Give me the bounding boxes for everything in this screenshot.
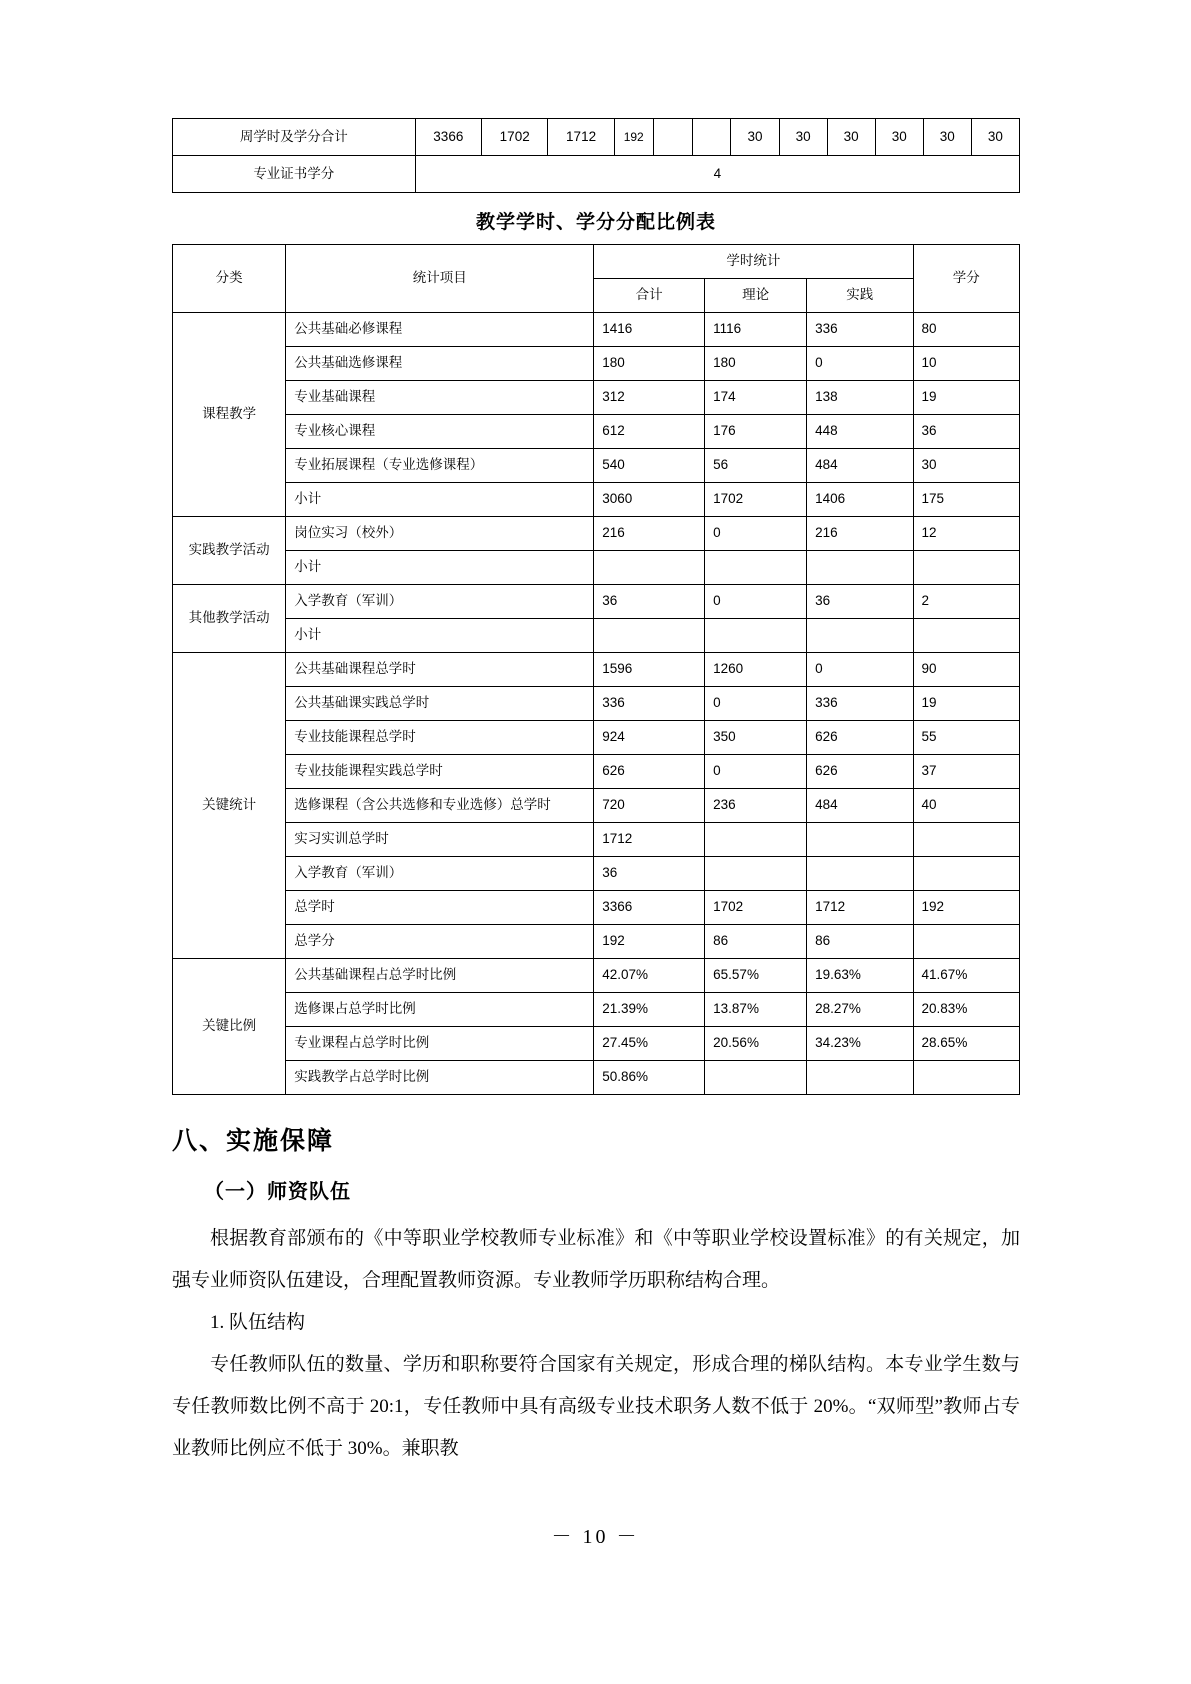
row-total: 1712 [594,823,705,857]
table-row [173,823,1020,857]
header-category: 分类 [173,245,286,313]
row-practice: 626 [807,721,913,755]
table-row [173,1027,1020,1061]
table-row [173,653,1020,687]
row-credits: 19 [913,687,1019,721]
row-credits: 28.65% [913,1027,1019,1061]
row-item: 公共基础必修课程 [286,313,594,347]
table-row [173,585,1020,619]
row-total [594,619,705,653]
row-label-certificate-credits: 专业证书学分 [173,156,416,193]
row-practice: 1406 [807,483,913,517]
cell-term-6: 30 [971,119,1019,156]
table-row [173,891,1020,925]
row-credits: 19 [913,381,1019,415]
weekly-hours-credits-table [172,118,1020,193]
header-item: 统计项目 [286,245,594,313]
cell-practice-hours: 1712 [548,119,614,156]
row-theory: 1702 [705,483,807,517]
cell-blank-2 [692,119,731,156]
row-item: 专业技能课程实践总学时 [286,755,594,789]
row-practice: 36 [807,585,913,619]
row-item: 实践教学占总学时比例 [286,1061,594,1095]
row-credits: 41.67% [913,959,1019,993]
row-theory [705,551,807,585]
paragraph-team-structure-heading: 1. 队伍结构 [210,1312,306,1333]
category-other-teaching: 其他教学活动 [173,585,286,653]
row-theory [705,823,807,857]
page-number: － 10 － [551,1526,640,1548]
row-theory: 65.57% [705,959,807,993]
header-theory: 理论 [705,279,807,313]
row-credits [913,551,1019,585]
table-row [173,687,1020,721]
cell-term-2: 30 [779,119,827,156]
page-content [172,118,1020,1470]
row-total: 216 [594,517,705,551]
row-total: 42.07% [594,959,705,993]
row-practice [807,823,913,857]
row-item: 入学教育（军训） [286,585,594,619]
row-item: 专业技能课程总学时 [286,721,594,755]
row-total: 540 [594,449,705,483]
row-theory [705,857,807,891]
row-theory: 20.56% [705,1027,807,1061]
table-row [173,789,1020,823]
row-credits: 55 [913,721,1019,755]
row-credits: 90 [913,653,1019,687]
table-row [173,156,1020,193]
cell-certificate-credits-value: 4 [415,156,1019,193]
row-item: 岗位实习（校外） [286,517,594,551]
row-theory: 56 [705,449,807,483]
row-credits: 80 [913,313,1019,347]
row-credits: 192 [913,891,1019,925]
row-item: 小计 [286,619,594,653]
row-label: 周学时及学分合计 [173,119,416,156]
paragraph-faculty-standards: 根据教育部颁布的《中等职业学校教师专业标准》和《中等职业学校设置标准》的有关规定，加强专业师资队伍建设，合理配置教师资源。专业教师学历职称结构合理。 [172,1228,1020,1291]
row-credits: 40 [913,789,1019,823]
category-practical-teaching: 实践教学活动 [173,517,286,585]
table-row [173,755,1020,789]
row-theory: 86 [705,925,807,959]
paragraph-team-structure-body: 专任教师队伍的数量、学历和职称要符合国家有关规定，形成合理的梯队结构。本专业学生数与专任教师数比例不高于 20:1，专任教师中具有高级专业技术职务人数不低于 20%。“双师型”教师占专业教师比例应不低于 30%。兼职教 [172,1354,1020,1459]
table-row [173,483,1020,517]
table-row [173,449,1020,483]
cell-credits: 192 [614,119,653,156]
row-credits: 20.83% [913,993,1019,1027]
row-item: 总学时 [286,891,594,925]
row-credits [913,925,1019,959]
row-total: 924 [594,721,705,755]
row-total: 720 [594,789,705,823]
row-theory: 236 [705,789,807,823]
row-item: 公共基础课程总学时 [286,653,594,687]
table-row [173,313,1020,347]
cell-total-hours: 3366 [415,119,481,156]
header-credits: 学分 [913,245,1019,313]
row-theory: 350 [705,721,807,755]
row-item: 专业基础课程 [286,381,594,415]
row-total: 3366 [594,891,705,925]
table-row [173,619,1020,653]
row-credits: 12 [913,517,1019,551]
row-total: 312 [594,381,705,415]
row-item: 专业核心课程 [286,415,594,449]
header-total: 合计 [594,279,705,313]
cell-term-4: 30 [875,119,923,156]
row-practice: 19.63% [807,959,913,993]
cell-theory-hours: 1702 [482,119,548,156]
row-total: 612 [594,415,705,449]
row-total: 1416 [594,313,705,347]
table-row [173,925,1020,959]
table-row [173,721,1020,755]
row-theory: 180 [705,347,807,381]
row-credits: 2 [913,585,1019,619]
category-key-ratios: 关键比例 [173,959,286,1095]
row-theory: 13.87% [705,993,807,1027]
table-row [173,347,1020,381]
row-credits: 36 [913,415,1019,449]
allocation-table-title: 教学学时、学分分配比例表 [475,212,716,233]
table-header-row [173,245,1020,279]
row-credits [913,857,1019,891]
header-hours-group: 学时统计 [594,245,913,279]
header-practice: 实践 [807,279,913,313]
row-item: 小计 [286,483,594,517]
row-practice: 138 [807,381,913,415]
cell-term-3: 30 [827,119,875,156]
row-practice: 336 [807,687,913,721]
teaching-hours-credits-allocation-table [172,244,1020,1095]
row-theory [705,1061,807,1095]
row-practice: 216 [807,517,913,551]
cell-term-1: 30 [731,119,779,156]
row-practice: 484 [807,449,913,483]
row-theory: 1260 [705,653,807,687]
row-theory [705,619,807,653]
subsection-heading-faculty: （一）师资队伍 [204,1181,351,1203]
row-practice [807,551,913,585]
row-total: 21.39% [594,993,705,1027]
row-practice: 448 [807,415,913,449]
row-item: 小计 [286,551,594,585]
row-theory: 174 [705,381,807,415]
table-row [173,993,1020,1027]
category-key-statistics: 关键统计 [173,653,286,959]
row-credits: 30 [913,449,1019,483]
row-credits: 175 [913,483,1019,517]
table-row [173,119,1020,156]
row-practice [807,619,913,653]
row-practice: 626 [807,755,913,789]
row-total: 36 [594,857,705,891]
row-total: 626 [594,755,705,789]
row-total: 36 [594,585,705,619]
row-item: 总学分 [286,925,594,959]
row-theory: 1116 [705,313,807,347]
row-theory: 0 [705,517,807,551]
table-row [173,857,1020,891]
row-total: 192 [594,925,705,959]
table-row [173,415,1020,449]
table-row [173,551,1020,585]
row-item: 选修课占总学时比例 [286,993,594,1027]
row-credits [913,823,1019,857]
row-theory: 0 [705,755,807,789]
row-item: 选修课程（含公共选修和专业选修）总学时 [286,789,594,823]
row-practice: 34.23% [807,1027,913,1061]
row-practice [807,857,913,891]
row-total [594,551,705,585]
row-theory: 0 [705,687,807,721]
table-row [173,1061,1020,1095]
row-practice: 0 [807,653,913,687]
row-item: 专业拓展课程（专业选修课程） [286,449,594,483]
table-row [173,517,1020,551]
row-item: 专业课程占总学时比例 [286,1027,594,1061]
row-item: 入学教育（军训） [286,857,594,891]
cell-term-5: 30 [923,119,971,156]
row-theory: 1702 [705,891,807,925]
row-total: 180 [594,347,705,381]
row-practice: 1712 [807,891,913,925]
row-practice: 28.27% [807,993,913,1027]
row-credits: 37 [913,755,1019,789]
row-item: 实习实训总学时 [286,823,594,857]
category-course-teaching: 课程教学 [173,313,286,517]
row-item: 公共基础课程占总学时比例 [286,959,594,993]
row-theory: 176 [705,415,807,449]
row-credits [913,1061,1019,1095]
row-practice: 0 [807,347,913,381]
row-total: 3060 [594,483,705,517]
cell-blank-1 [653,119,692,156]
row-item: 公共基础选修课程 [286,347,594,381]
row-credits: 10 [913,347,1019,381]
row-practice: 336 [807,313,913,347]
row-credits [913,619,1019,653]
row-theory: 0 [705,585,807,619]
table-row [173,381,1020,415]
row-total: 1596 [594,653,705,687]
row-practice: 484 [807,789,913,823]
row-total: 27.45% [594,1027,705,1061]
row-total: 50.86% [594,1061,705,1095]
row-practice: 86 [807,925,913,959]
row-practice [807,1061,913,1095]
table-row [173,959,1020,993]
row-total: 336 [594,687,705,721]
row-item: 公共基础课实践总学时 [286,687,594,721]
section-heading-eight: 八、实施保障 [172,1127,335,1155]
